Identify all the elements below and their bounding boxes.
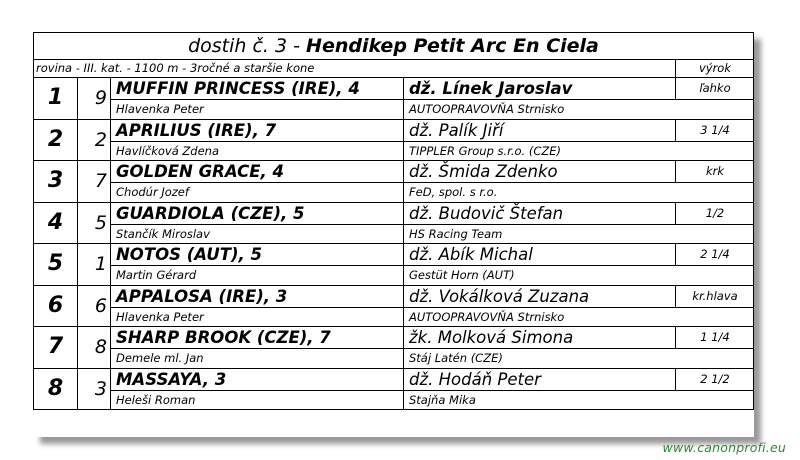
jockey-name: dž. Abík Michal	[403, 244, 676, 266]
owner-name: Stajňa Mika	[403, 391, 755, 410]
jockey-name: dž. Šmida Zdenko	[403, 161, 676, 183]
finish-place: 3	[34, 161, 78, 202]
winning-margin: 1/2	[675, 203, 754, 225]
trainer-name: Stančík Miroslav	[116, 226, 210, 241]
result-row	[33, 120, 754, 162]
start-number: 7	[78, 161, 111, 202]
start-number: 1	[78, 244, 111, 285]
results-table	[33, 78, 754, 410]
owner-name: FeD, spol. s r.o.	[403, 183, 755, 202]
start-number: 2	[78, 120, 111, 161]
race-title	[33, 32, 754, 60]
results-card	[33, 32, 754, 437]
start-number: 8	[78, 327, 111, 368]
winning-margin: 3 1/4	[675, 120, 754, 142]
start-number: 5	[78, 203, 111, 244]
winning-margin: krk	[675, 161, 754, 183]
finish-place: 2	[34, 120, 78, 161]
trainer-name: Chodúr Jozef	[116, 185, 189, 199]
jockey-name: dž. Budovič Štefan	[403, 203, 676, 225]
winning-margin: ľahko	[675, 78, 754, 100]
trainer-name: Heleši Roman	[116, 392, 196, 407]
result-row	[33, 78, 754, 120]
horse-name: NOTOS (AUT), 5	[111, 244, 403, 266]
winning-margin: 2 1/2	[675, 369, 754, 391]
jockey-name: dž. Palík Jiří	[403, 120, 676, 142]
finish-place: 1	[34, 78, 78, 119]
finish-place: 4	[34, 203, 78, 244]
start-number: 6	[78, 286, 111, 327]
owner-name: Stáj Latén (CZE)	[403, 349, 755, 368]
horse-name: SHARP BROOK (CZE), 7	[111, 327, 403, 349]
result-row	[33, 203, 754, 245]
owner-name: AUTOOPRAVOVŇA Strnisko	[403, 100, 755, 119]
race-number: dostih č. 3 -	[188, 35, 307, 57]
start-number: 9	[78, 78, 111, 119]
finish-place: 8	[34, 369, 78, 410]
race-conditions-row	[33, 60, 754, 78]
start-number: 3	[78, 369, 111, 410]
owner-name: TIPPLER Group s.r.o. (CZE)	[403, 142, 755, 161]
watermark: www.canonprofi.eu	[662, 440, 786, 455]
winning-margin: kr.hlava	[675, 286, 754, 308]
trainer-name: Hlavenka Peter	[116, 309, 204, 324]
horse-name: GUARDIOLA (CZE), 5	[111, 203, 403, 225]
owner-name: AUTOOPRAVOVŇA Strnisko	[403, 308, 755, 327]
finish-place: 6	[34, 286, 78, 327]
result-row	[33, 327, 754, 369]
margin-column-header: výrok	[675, 60, 754, 77]
horse-name: MUFFIN PRINCESS (IRE), 4	[111, 78, 403, 100]
jockey-name: žk. Molková Simona	[403, 327, 676, 349]
winning-margin: 2 1/4	[675, 244, 754, 266]
race-conditions: rovina - III. kat. - 1100 m - 3ročné a staršie kone	[36, 61, 315, 75]
horse-name: MASSAYA, 3	[111, 369, 403, 391]
trainer-name: Demele ml. Jan	[116, 351, 204, 365]
trainer-name: Hlavenka Peter	[116, 102, 204, 116]
result-row	[33, 161, 754, 203]
horse-name: APPALOSA (IRE), 3	[111, 286, 403, 308]
trainer-name: Havlíčková Zdena	[116, 143, 220, 158]
winning-margin: 1 1/4	[675, 327, 754, 349]
finish-place: 7	[34, 327, 78, 368]
result-row	[33, 369, 754, 411]
owner-name: HS Racing Team	[403, 225, 755, 244]
trainer-name: Martin Gérard	[116, 268, 197, 282]
finish-place: 5	[34, 244, 78, 285]
jockey-name: dž. Línek Jaroslav	[403, 78, 676, 100]
owner-name: Gestüt Horn (AUT)	[403, 266, 755, 285]
horse-name: APRILIUS (IRE), 7	[111, 120, 403, 142]
jockey-name: dž. Hodáň Peter	[403, 369, 676, 391]
horse-name: GOLDEN GRACE, 4	[111, 161, 403, 183]
result-row	[33, 286, 754, 328]
jockey-name: dž. Vokálková Zuzana	[403, 286, 676, 308]
result-row	[33, 244, 754, 286]
race-name: Hendikep Petit Arc En Ciela	[306, 35, 599, 57]
